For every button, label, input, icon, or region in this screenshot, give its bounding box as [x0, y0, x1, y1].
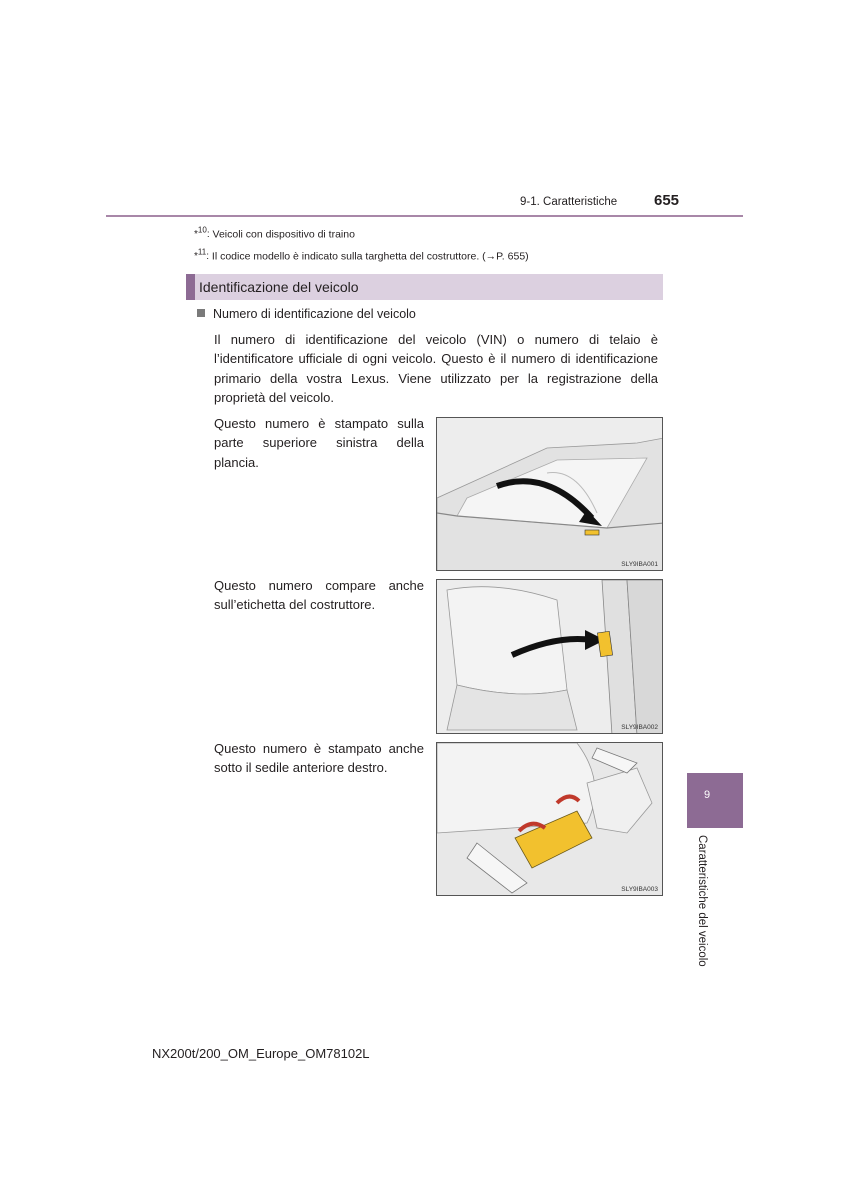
- sub-heading: [197, 307, 416, 321]
- square-bullet-icon: [197, 309, 205, 317]
- footnote: [194, 226, 355, 240]
- running-header-section: 9-1. Caratteristiche: [520, 196, 618, 208]
- footnote-mark: *$^{10}$:: [194, 226, 210, 241]
- page-number: 655: [654, 192, 680, 209]
- figure-code: SLY9IBA002: [621, 724, 658, 731]
- figure-caption: Questo numero è stampato sulla parte superiore sinistra della plancia.: [214, 416, 424, 470]
- body-paragraph: Il numero di identificazione del veicolo (VIN) o numero di telaio è l’identificatore ufficiale di ogni veicolo. Questo è il numero di identificazione primario della vostra Lexus. Viene utilizzato per la registrazione della proprietà del veicolo.: [214, 332, 658, 405]
- figure-code: SLY9IBA003: [621, 886, 658, 893]
- figure-code: SLY9IBA001: [621, 561, 658, 568]
- footnote: [194, 248, 529, 262]
- dashboard-vin-illustration-icon: [437, 418, 663, 571]
- chapter-title: Caratteristiche del veicolo: [696, 835, 708, 967]
- document-code: NX200t/200_OM_Europe_OM78102L: [152, 1046, 370, 1061]
- section-title: Identificazione del veicolo: [186, 274, 663, 300]
- header-rule: [106, 215, 743, 217]
- footnote-mark: *$^{11}$:: [194, 248, 209, 263]
- sub-heading-label: Numero di identificazione del veicolo: [213, 307, 416, 321]
- figure-dashboard: [436, 417, 663, 571]
- figure-door-label: [436, 579, 663, 734]
- figure-under-seat: [436, 742, 663, 896]
- under-seat-vin-illustration-icon: [437, 743, 663, 896]
- chapter-number: 9: [703, 789, 711, 801]
- footnote-text: Il codice modello è indicato sulla targhetta del costruttore. (→P. 655): [211, 250, 529, 263]
- figure-caption: Questo numero è stampato anche sotto il sedile anteriore destro.: [214, 741, 424, 776]
- footnote-text: Veicoli con dispositivo di traino: [212, 228, 355, 241]
- door-pillar-label-illustration-icon: [437, 580, 663, 734]
- figure-caption: Questo numero compare anche sull’etichetta del costruttore.: [214, 578, 424, 613]
